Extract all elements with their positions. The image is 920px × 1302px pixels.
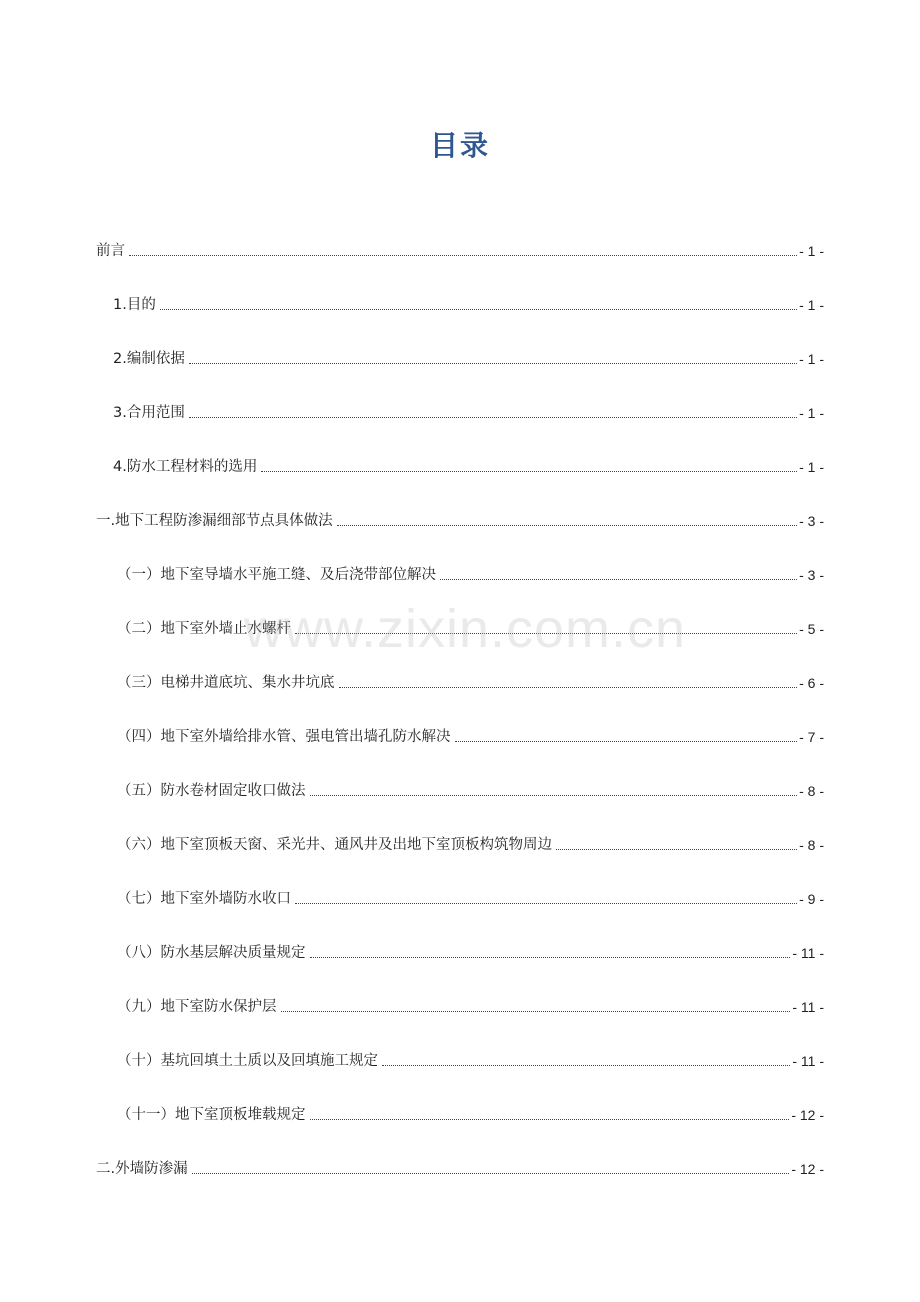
toc-entry-text: （五）防水卷材固定收口做法 — [117, 783, 306, 799]
toc-entry[interactable] — [117, 615, 824, 639]
toc-entry-page: - 1 - — [799, 351, 824, 367]
toc-entry-text: （八）防水基层解决质量规定 — [117, 945, 306, 961]
dot-leader — [295, 632, 797, 634]
toc-entry[interactable] — [117, 561, 824, 585]
toc-entry-text: 1.目的 — [113, 297, 156, 313]
dot-leader — [261, 470, 797, 472]
dot-leader — [310, 1118, 790, 1120]
dot-leader — [192, 1172, 790, 1174]
toc-entry-page: - 12 - — [791, 1161, 824, 1177]
toc-entry[interactable] — [117, 669, 824, 693]
toc-entry[interactable] — [117, 885, 824, 909]
toc-entry[interactable] — [117, 993, 824, 1017]
toc-entry-page: - 11 - — [792, 945, 824, 961]
toc-entry[interactable] — [117, 723, 824, 747]
toc-entry-text: （一）地下室导墙水平施工缝、及后浇带部位解决 — [117, 567, 436, 583]
toc-entry[interactable] — [113, 453, 824, 477]
dot-leader — [339, 686, 798, 688]
toc-entry-page: - 1 - — [799, 459, 824, 475]
toc-entry-text: 2.编制依据 — [113, 351, 185, 367]
toc-entry-page: - 11 - — [792, 1053, 824, 1069]
toc-entry-page: - 1 - — [799, 243, 824, 259]
dot-leader — [281, 1010, 791, 1012]
toc-entry-page: - 8 - — [799, 837, 824, 853]
toc-entry-text: （六）地下室顶板天窗、采光井、通风井及出地下室顶板构筑物周边 — [117, 837, 552, 853]
toc-entry[interactable] — [113, 291, 824, 315]
dot-leader — [129, 254, 797, 256]
toc-entry[interactable] — [117, 1101, 824, 1125]
toc-entry-page: - 8 - — [799, 783, 824, 799]
dot-leader — [455, 740, 798, 742]
dot-leader — [189, 362, 797, 364]
toc-entry-page: - 9 - — [799, 891, 824, 907]
toc-entry-page: - 5 - — [799, 621, 824, 637]
dot-leader — [337, 524, 798, 526]
toc-entry[interactable] — [117, 777, 824, 801]
dot-leader — [189, 416, 797, 418]
toc-entry-page: - 6 - — [799, 675, 824, 691]
toc-entry-text: 3.合用范围 — [113, 405, 185, 421]
toc-entry[interactable] — [113, 399, 824, 423]
dot-leader — [556, 848, 797, 850]
page-title: 目录 — [429, 129, 490, 162]
toc-entry-text: 二.外墙防渗漏 — [96, 1161, 188, 1177]
toc-entry-page: - 3 - — [799, 513, 824, 529]
toc-entry-page: - 12 - — [791, 1107, 824, 1123]
toc-entry-text: （十一）地下室顶板堆载规定 — [117, 1107, 306, 1123]
toc-entry-text: （九）地下室防水保护层 — [117, 999, 277, 1015]
toc-entry-text: （四）地下室外墙给排水管、强电管出墙孔防水解决 — [117, 729, 451, 745]
toc-entry-page: - 1 - — [799, 405, 824, 421]
dot-leader — [160, 308, 797, 310]
toc-entry[interactable] — [96, 507, 824, 531]
dot-leader — [440, 578, 797, 580]
watermark: www.zixin.com.cn — [243, 599, 687, 659]
toc-entry-text: （七）地下室外墙防水收口 — [117, 891, 291, 907]
toc-entry-page: - 1 - — [799, 297, 824, 313]
toc-entry-text: 一.地下工程防渗漏细部节点具体做法 — [96, 513, 333, 529]
toc-entry[interactable] — [117, 831, 824, 855]
toc-entry[interactable] — [117, 1047, 824, 1071]
dot-leader — [295, 902, 797, 904]
toc-entry-page: - 3 - — [799, 567, 824, 583]
toc-entry-page: - 11 - — [792, 999, 824, 1015]
toc-entry[interactable] — [113, 345, 824, 369]
toc-entry-text: （十）基坑回填土土质以及回填施工规定 — [117, 1053, 378, 1069]
toc-entry-text: 前言 — [96, 243, 125, 259]
toc-entry[interactable] — [117, 939, 824, 963]
dot-leader — [382, 1064, 790, 1066]
toc-entry-text: （二）地下室外墙止水螺杆 — [117, 621, 291, 637]
toc-entry[interactable] — [96, 1155, 824, 1179]
dot-leader — [310, 794, 798, 796]
toc-entry-text: （三）电梯井道底坑、集水井坑底 — [117, 675, 335, 691]
toc-entry-page: - 7 - — [799, 729, 824, 745]
dot-leader — [310, 956, 791, 958]
toc-entry[interactable] — [96, 237, 824, 261]
toc-entry-text: 4.防水工程材料的选用 — [113, 459, 258, 475]
